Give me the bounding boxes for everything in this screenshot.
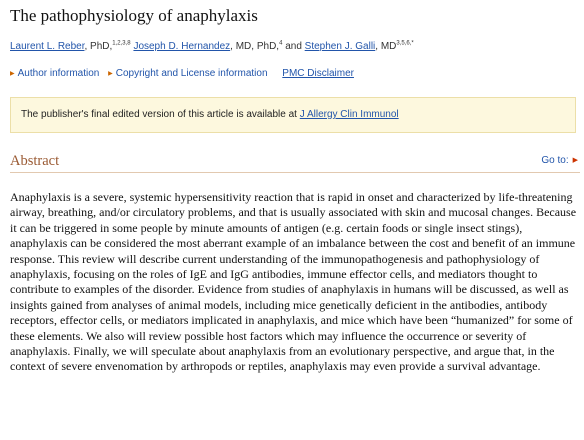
pmc-disclaimer-link[interactable]: PMC Disclaimer (282, 68, 354, 79)
author-connector: and (285, 41, 302, 52)
author-affiliation: 3,5,6,* (396, 40, 414, 47)
author-link-hernandez[interactable]: Joseph D. Hernandez (133, 41, 231, 52)
abstract-heading: Abstract (10, 153, 60, 169)
author-list (10, 40, 584, 53)
publisher-notice (10, 97, 576, 133)
caret-right-icon: ▶ (572, 157, 578, 164)
article-title: The pathophysiology of anaphylaxis (10, 6, 258, 25)
abstract-text: Anaphylaxis is a severe, systemic hypersensitivity reaction that is rapid in onset and characterized by life-threatening airway, breathing, and/or circulatory problems, and that is usually associated with skin and mucosal changes. Because it can be triggered in some people by minute amounts of antigen (e.g. certain foods or single insect stings), anaphylaxis can be considered the most aberrant example of an imbalance between the cost and benefit of an immune response. This review will describe current understanding of the immunopathogenesis and pathophysiology of anaphylaxis, focusing on the roles of IgE and IgG antibodies, immune effector cells, and mediators thought to contribute to examples of the disorder. Evidence from studies of anaphylaxis in humans will be discussed, as well as insights gained from analyses of animal models, including mice genetically deficient in the antibodies, antibody receptors, effector cells, or mediators implicated in anaphylaxis, and mice which have been “humanized” for some of these elements. We also will review possible host factors which may influence the occurrence or severity of anaphylaxis. Finally, we will speculate about anaphylaxis from an evolutionary perspective, and argue that, in the context of severe envenomation by arthropods or reptiles, anaphylaxis may even provide a survival advantage. (10, 190, 577, 374)
abstract-header (10, 152, 580, 173)
author-affiliation: 1,2,3,8 (112, 40, 131, 47)
copyright-toggle[interactable]: ▶ Copyright and License information (108, 68, 268, 79)
article-info-links (10, 67, 584, 81)
author-link-galli[interactable]: Stephen J. Galli (304, 41, 376, 52)
goto-menu[interactable]: Go to: ▶ (541, 155, 578, 166)
journal-link[interactable]: J Allergy Clin Immunol (299, 109, 399, 120)
author-link-reber[interactable]: Laurent L. Reber (10, 41, 85, 52)
arrow-right-icon: ▶ (10, 71, 15, 77)
notice-text: The publisher's final edited version of this article is available at (21, 109, 297, 120)
arrow-right-icon: ▶ (108, 71, 113, 77)
author-information-toggle[interactable]: ▶ Author information (10, 68, 100, 79)
author-degree: , PhD, (84, 41, 113, 52)
author-degree: , MD (375, 41, 397, 52)
author-affiliation: 4 (279, 40, 283, 47)
author-degree: , MD, PhD, (230, 41, 280, 52)
